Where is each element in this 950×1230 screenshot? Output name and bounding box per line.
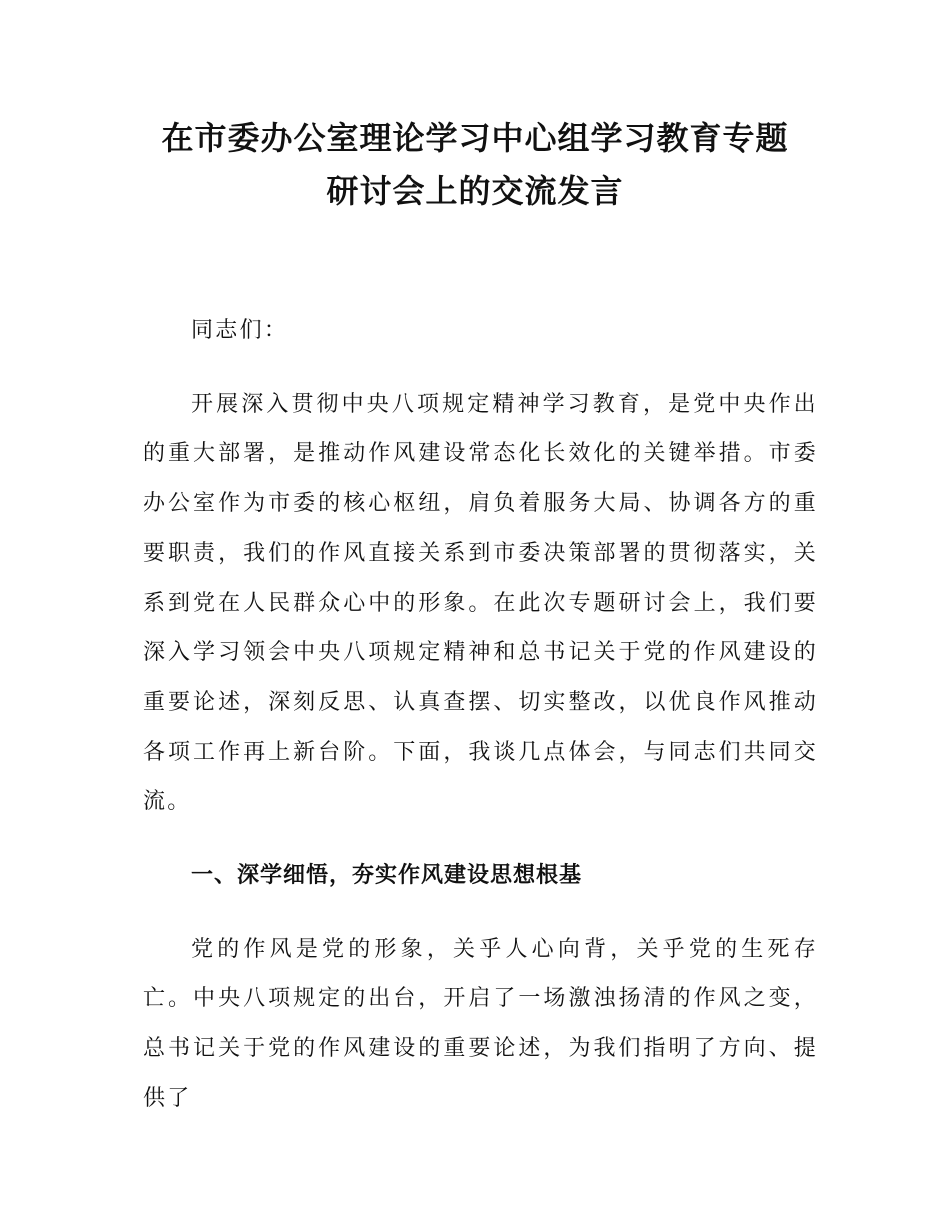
section-heading-1: 一、深学细悟，夯实作风建设思想根基 [191, 863, 583, 889]
salutation: 同志们： [191, 318, 289, 343]
paragraph-section-1: 党的作风是党的形象，关乎人心向背，关乎党的生死存亡。中央八项规定的出台，开启了一场激浊扬清的作风之变，总书记关于党的作风建设的重要论述，为我们指明了方向、提供了 [143, 936, 818, 1111]
title-line-1: 在市委办公室理论学习中心组学习教育专题 [161, 119, 789, 157]
document-body [143, 306, 818, 1124]
paragraph-introduction: 开展深入贯彻中央八项规定精神学习教育，是党中央作出的重大部署，是推动作风建设常态化长效化的关键举措。市委办公室作为市委的核心枢纽，肩负着服务大局、协调各方的重要职责，我们的作风直接关系到市委决策部署的贯彻落实，关系到党在人民群众心中的形象。在此次专题研讨会上，我们要深入学习领会中央八项规定精神和总书记关于党的作风建设的重要论述，深刻反思、认真查摆、切实整改，以优良作风推动各项工作再上新台阶。下面，我谈几点体会，与同志们共同交流。 [143, 391, 818, 815]
document-title [100, 112, 850, 218]
title-line-2: 研讨会上的交流发言 [326, 172, 624, 210]
